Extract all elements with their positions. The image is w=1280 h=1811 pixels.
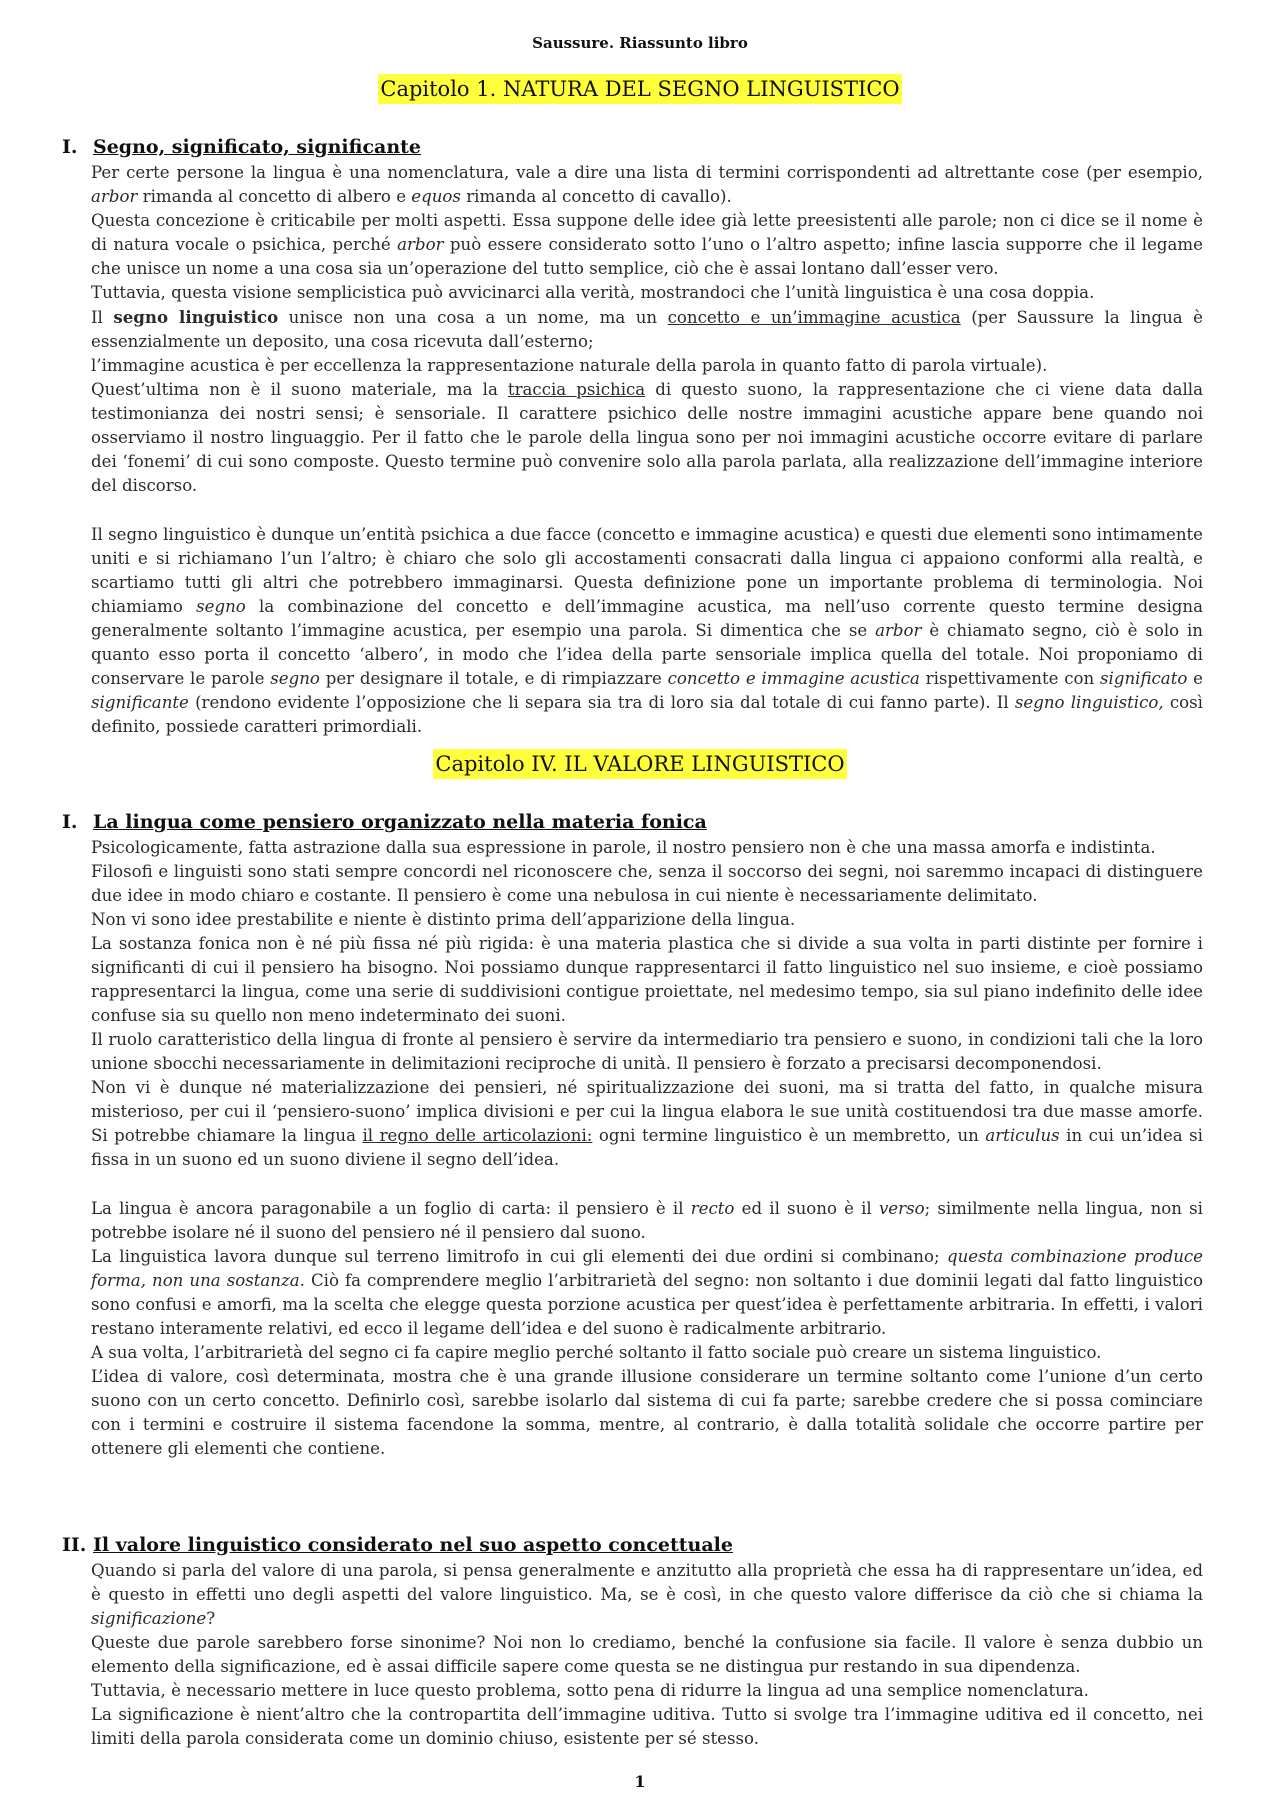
chapter-1-heading — [0, 77, 1280, 101]
page-number: 1 — [634, 1772, 646, 1791]
paragraph: Non vi è dunque né materializzazione dei pensieri, né spiritualizzazione dei suoni, ma si tratta del fatto, in qualche misura misterioso, per cui il ‘pensiero-suono’ implica divisioni e per cui la lingua elabora le sue unità costituendosi tra due masse amorfe. Si potrebbe chiamare la lingua il regno delle articolazioni: ogni termine linguistico è un membretto, un articulus in cui un’idea si fissa in un suono ed un suono diviene il segno dell’idea. — [91, 1078, 1203, 1169]
chapter-4-section-1-body — [91, 836, 1203, 1461]
chapter-1-title: Capitolo 1. NATURA DEL SEGNO LINGUISTICO — [378, 74, 901, 104]
section-1-heading — [62, 811, 707, 833]
paragraph: Per certe persone la lingua è una nomenclatura, vale a dire una lista di termini corrispondenti ad altrettante cose (per esempio, arbor rimanda al concetto di albero e equos rimanda al concetto di cavallo). — [91, 163, 1203, 206]
paragraph: La lingua è ancora paragonabile a un foglio di carta: il pensiero è il recto ed il suono è il verso; similmente nella lingua, non si potrebbe isolare né il suono del pensiero né il pensiero dal suono. — [91, 1199, 1203, 1242]
paragraph: A sua volta, l’arbitrarietà del segno ci fa capire meglio perché soltanto il fatto sociale può creare un sistema linguistico. — [91, 1343, 1102, 1362]
paragraph: Il segno linguistico è dunque un’entità psichica a due facce (concetto e immagine acustica) e questi due elementi sono intimamente uniti e si richiamano l’un l’altro; è chiaro che solo gli accostamenti consacrati dalla lingua ci appaiono conformi alla realtà, e scartiamo tutti gli altri che potrebbero immaginarsi. Questa definizione pone un importante problema di terminologia. Noi chiamiamo segno la combinazione del concetto e dell’immagine acustica, ma nell’uso corrente questo termine designa generalmente soltanto l’immagine acustica, per esempio una parola. Si dimentica che se arbor è chiamato segno, ciò è solo in quanto esso porta il concetto ‘albero’, in modo che l’idea della parte sensoriale implica quella del totale. Noi proponiamo di conservare le parole segno per designare il totale, e di rimpiazzare concetto e immagine acustica rispettivamente con significato e significante (rendono evidente l’opposizione che li separa sia tra di loro sia dal totale di cui fanno parte). Il segno linguistico, così definito, possiede caratteri primordiali. — [91, 525, 1203, 736]
paragraph: Il segno linguistico unisce non una cosa a un nome, ma un concetto e un’immagine acustica (per Saussure la lingua è essenzialmente un deposito, una cosa ricevuta dall’esterno; — [91, 307, 1204, 351]
paragraph: Non vi sono idee prestabilite e niente è distinto prima dell’apparizione della lingua. — [91, 910, 796, 929]
section-number: II. — [62, 1534, 87, 1556]
paragraph: Questa concezione è criticabile per molti aspetti. Essa suppone delle idee già lette preesistenti alle parole; non ci dice se il nome è di natura vocale o psichica, perché arbor può essere considerato sotto l’uno o l’altro aspetto; infine lascia supporre che il legame che unisce un nome a una cosa sia un’operazione del tutto semplice, ciò che è assai lontano dall’esser vero. — [91, 211, 1203, 278]
paragraph: La significazione è nient’altro che la contropartita dell’immagine uditiva. Tutto si svolge tra l’immagine uditiva ed il concetto, nei limiti della parola considerata come un dominio chiuso, esistente per sé stesso. — [91, 1705, 1203, 1748]
paragraph: L’idea di valore, così determinata, mostra che è una grande illusione considerare un termine soltanto come l’unione d’un certo suono con un certo concetto. Definirlo così, sarebbe isolarlo dal sistema di cui fa parte; sarebbe credere che si possa cominciare con i termini e costruire il sistema facendone la somma, mentre, al contrario, è dalla totalità solidale che occorre partire per ottenere gli elementi che contiene. — [91, 1367, 1203, 1458]
document-title: Saussure. Riassunto libro — [532, 34, 748, 52]
paragraph: l’immagine acustica è per eccellenza la rappresentazione naturale della parola in quanto fatto di parola virtuale). — [91, 356, 1048, 375]
chapter-4-title: Capitolo IV. IL VALORE LINGUISTICO — [433, 749, 846, 779]
paragraph: Il ruolo caratteristico della lingua di fronte al pensiero è servire da intermediario tra pensiero e suono, in condizioni tali che la loro unione sbocchi necessariamente in delimitazioni reciproche di unità. Il pensiero è forzato a precisarsi decomponendosi. — [91, 1030, 1203, 1073]
paragraph: Tuttavia, questa visione semplicistica può avvicinarci alla verità, mostrandoci che l’unità linguistica è una cosa doppia. — [91, 283, 1095, 302]
paragraph: Quando si parla del valore di una parola, si pensa generalmente e anzitutto alla proprietà che essa ha di rappresentare un’idea, ed è questo in effetti uno degli aspetti del valore linguistico. Ma, se è così, in che questo valore differisce da ciò che si chiama la significazione? — [91, 1561, 1203, 1628]
section-1-heading — [62, 136, 421, 158]
paragraph: Tuttavia, è necessario mettere in luce questo problema, sotto pena di ridurre la lingua ad una semplice nomenclatura. — [91, 1681, 1089, 1700]
section-2-heading — [62, 1534, 733, 1556]
paragraph: La linguistica lavora dunque sul terreno limitrofo in cui gli elementi dei due ordini si combinano; questa combinazione produce forma, non una sostanza. Ciò fa comprendere meglio l’arbitrarietà del segno: non soltanto i due dominii legati dal fatto linguistico sono confusi e amorfi, ma la scelta che elegge questa porzione acustica per quest’idea è perfettamente arbitraria. In effetti, i valori restano interamente relativi, ed ecco il legame dell’idea e del suono è radicalmente arbitrario. — [91, 1247, 1204, 1338]
section-title: Il valore linguistico considerato nel suo aspetto concettuale — [93, 1534, 733, 1556]
section-title: La lingua come pensiero organizzato nella materia fonica — [93, 811, 707, 833]
chapter-4-heading — [0, 752, 1280, 776]
paragraph: Psicologicamente, fatta astrazione dalla sua espressione in parole, il nostro pensiero non è che una massa amorfa e indistinta. — [91, 838, 1156, 857]
paragraph: Queste due parole sarebbero forse sinonime? Noi non lo crediamo, benché la confusione sia facile. Il valore è senza dubbio un elemento della significazione, ed è assai difficile sapere come questa se ne distingua pur restando in sua dipendenza. — [91, 1633, 1203, 1676]
section-number: I. — [62, 136, 78, 158]
section-number: I. — [62, 811, 78, 833]
chapter-1-section-1-body — [91, 161, 1203, 739]
paragraph: La sostanza fonica non è né più fissa né più rigida: è una materia plastica che si divide a sua volta in parti distinte per fornire i significanti di cui il pensiero ha bisogno. Noi possiamo dunque rappresentarci il fatto linguistico nel suo insieme, e cioè possiamo rappresentarci la lingua, come una serie di suddivisioni contigue proiettate, nel medesimo tempo, sia sul piano indefinito delle idee confuse sia su quello non meno indeterminato dei suoni. — [91, 934, 1203, 1025]
paragraph: Filosofi e linguisti sono stati sempre concordi nel riconoscere che, senza il soccorso dei segni, noi saremmo incapaci di distinguere due idee in modo chiaro e costante. Il pensiero è come una nebulosa in cui niente è necessariamente delimitato. — [91, 862, 1203, 905]
paragraph: Quest’ultima non è il suono materiale, ma la traccia psichica di questo suono, la rappresentazione che ci viene data dalla testimonianza dei nostri sensi; è sensoriale. Il carattere psichico delle nostre immagini acustiche appare bene quando noi osserviamo il nostro linguaggio. Per il fatto che le parole della lingua sono per noi immagini acustiche occorre evitare di parlare dei ‘fonemi’ di cui sono composte. Questo termine può convenire solo alla parola parlata, alla realizzazione dell’immagine interiore del discorso. — [91, 380, 1203, 495]
section-title: Segno, significato, significante — [93, 136, 422, 158]
chapter-4-section-2-body — [91, 1559, 1203, 1751]
